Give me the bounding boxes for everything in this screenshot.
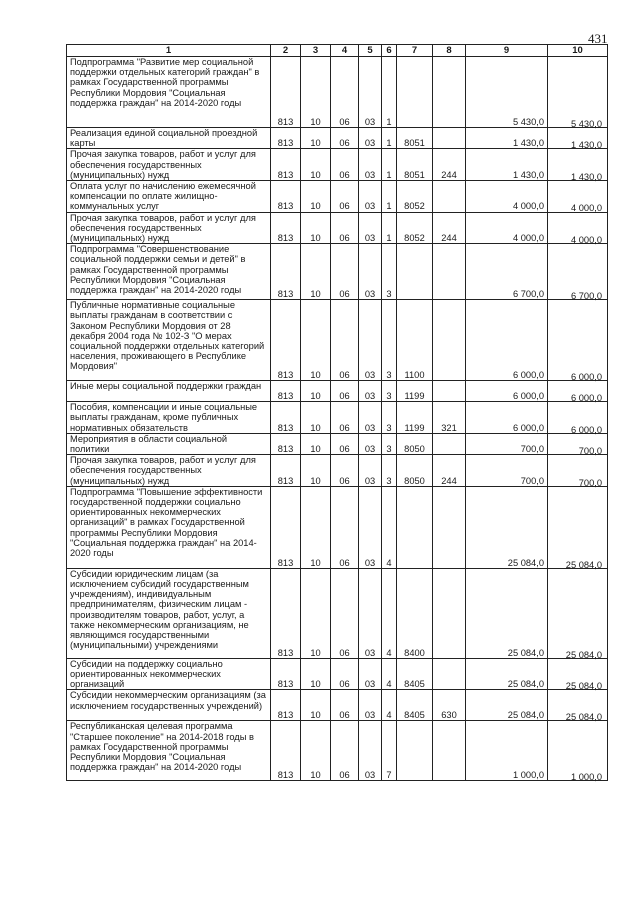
direction-code-cell — [397, 57, 433, 128]
row-name-cell: Мероприятия в области социальной политики — [67, 433, 271, 454]
subsection-code-cell: 06 — [331, 658, 359, 690]
table-row — [67, 181, 608, 213]
total-amount-cell: 5 430,0 — [548, 59, 608, 130]
amount-cell: 25 084,0 — [466, 486, 548, 568]
header-cell: 1 — [67, 45, 271, 57]
table-row — [67, 690, 608, 721]
program-code-cell: 03 — [359, 300, 382, 381]
expense-type-code-cell — [433, 244, 466, 300]
section-code-cell: 10 — [301, 244, 331, 300]
amount-cell: 1 430,0 — [466, 128, 548, 149]
amount-cell: 5 430,0 — [466, 57, 548, 128]
total-amount-cell: 6 000,0 — [548, 404, 608, 436]
subprogram-code-cell: 7 — [382, 721, 397, 781]
program-code-cell: 03 — [359, 658, 382, 690]
grbs-code-cell: 813 — [271, 149, 301, 181]
total-amount-cell: 6 000,0 — [548, 383, 608, 404]
total-amount-cell: 25 084,0 — [548, 660, 608, 692]
direction-code-cell: 1100 — [397, 300, 433, 381]
amount-cell: 25 084,0 — [466, 690, 548, 721]
table-row — [67, 128, 608, 149]
grbs-code-cell: 813 — [271, 568, 301, 658]
section-code-cell: 10 — [301, 486, 331, 568]
expense-type-code-cell — [433, 57, 466, 128]
subsection-code-cell: 06 — [331, 433, 359, 454]
subprogram-code-cell: 3 — [382, 244, 397, 300]
amount-cell: 4 000,0 — [466, 181, 548, 213]
subsection-code-cell: 06 — [331, 381, 359, 402]
direction-code-cell: 8052 — [397, 181, 433, 213]
section-code-cell: 10 — [301, 128, 331, 149]
table-row — [67, 486, 608, 568]
section-code-cell: 10 — [301, 455, 331, 487]
row-name-cell: Прочая закупка товаров, работ и услуг для обеспечения государственных (муниципальных) нужд — [67, 149, 271, 181]
row-name-cell: Реализация единой социальной проездной карты — [67, 128, 271, 149]
program-code-cell: 03 — [359, 721, 382, 781]
grbs-code-cell: 813 — [271, 721, 301, 781]
subprogram-code-cell: 1 — [382, 57, 397, 128]
amount-cell: 6 000,0 — [466, 402, 548, 434]
header-cell: 8 — [433, 45, 466, 57]
subprogram-code-cell: 4 — [382, 486, 397, 568]
subprogram-code-cell: 4 — [382, 690, 397, 721]
section-code-cell: 10 — [301, 568, 331, 658]
program-code-cell: 03 — [359, 402, 382, 434]
amount-cell: 1 430,0 — [466, 149, 548, 181]
grbs-code-cell: 813 — [271, 658, 301, 690]
row-name-cell: Республиканская целевая программа "Старшее поколение" на 2014-2018 годы в рамках Государственной программы Республики Мордовия "Социальная поддержка граждан" на 2014-2020 годы — [67, 721, 271, 781]
section-code-cell: 10 — [301, 658, 331, 690]
direction-code-cell: 8405 — [397, 658, 433, 690]
amount-cell: 25 084,0 — [466, 658, 548, 690]
row-name-cell: Субсидии на поддержку социально ориентированных некоммерческих организаций — [67, 658, 271, 690]
header-cell: 5 — [359, 45, 382, 57]
section-code-cell: 10 — [301, 433, 331, 454]
program-code-cell: 03 — [359, 486, 382, 568]
header-cell: 10 — [548, 45, 608, 57]
program-code-cell: 03 — [359, 149, 382, 181]
direction-code-cell — [397, 486, 433, 568]
section-code-cell: 10 — [301, 690, 331, 721]
subsection-code-cell: 06 — [331, 568, 359, 658]
grbs-code-cell: 813 — [271, 212, 301, 244]
row-name-cell: Подпрограмма "Повышение эффективности государственной поддержки социально ориентированных некоммерческих организаций" в рамках Государственной программы Республики Мордовия "Социальная поддержка граждан" на 2014-2020 годы — [67, 486, 271, 568]
grbs-code-cell: 813 — [271, 128, 301, 149]
program-code-cell: 03 — [359, 568, 382, 658]
row-name-cell: Субсидии юридическим лицам (за исключением субсидий государственным учреждениям), индивидуальным предпринимателям, физическим лицам - производителям товаров, работ, услуг, а также некоммерческим организациям, не являющимся государственными (муниципальными) учреждениями — [67, 568, 271, 658]
grbs-code-cell: 813 — [271, 381, 301, 402]
row-name-cell: Оплата услуг по начислению ежемесячной компенсации по оплате жилищно-коммунальных услуг — [67, 181, 271, 213]
row-name-cell: Субсидии некоммерческим организациям (за исключением государственных учреждений) — [67, 690, 271, 721]
expense-type-code-cell: 244 — [433, 455, 466, 487]
direction-code-cell: 1199 — [397, 381, 433, 402]
table-row — [67, 658, 608, 690]
header-cell: 7 — [397, 45, 433, 57]
total-amount-cell: 700,0 — [548, 435, 608, 456]
subprogram-code-cell: 3 — [382, 300, 397, 381]
subsection-code-cell: 06 — [331, 149, 359, 181]
amount-cell: 700,0 — [466, 433, 548, 454]
total-amount-cell: 1 430,0 — [548, 151, 608, 183]
subsection-code-cell: 06 — [331, 402, 359, 434]
direction-code-cell: 8405 — [397, 690, 433, 721]
table-row — [67, 149, 608, 181]
program-code-cell: 03 — [359, 212, 382, 244]
grbs-code-cell: 813 — [271, 244, 301, 300]
program-code-cell: 03 — [359, 181, 382, 213]
program-code-cell: 03 — [359, 244, 382, 300]
direction-code-cell: 8051 — [397, 149, 433, 181]
amount-cell: 700,0 — [466, 455, 548, 487]
table-row — [67, 402, 608, 434]
row-name-cell: Прочая закупка товаров, работ и услуг для обеспечения государственных (муниципальных) нужд — [67, 455, 271, 487]
budget-table — [66, 44, 608, 781]
expense-type-code-cell — [433, 300, 466, 381]
section-code-cell: 10 — [301, 300, 331, 381]
subprogram-code-cell: 1 — [382, 128, 397, 149]
subsection-code-cell: 06 — [331, 128, 359, 149]
table-row — [67, 300, 608, 381]
grbs-code-cell: 813 — [271, 433, 301, 454]
program-code-cell: 03 — [359, 690, 382, 721]
subsection-code-cell: 06 — [331, 181, 359, 213]
grbs-code-cell: 813 — [271, 402, 301, 434]
subsection-code-cell: 06 — [331, 455, 359, 487]
total-amount-cell: 1 430,0 — [548, 130, 608, 151]
header-cell: 6 — [382, 45, 397, 57]
section-code-cell: 10 — [301, 149, 331, 181]
subsection-code-cell: 06 — [331, 721, 359, 781]
row-name-cell: Подпрограмма "Совершенствование социальной поддержки семьи и детей" в рамках Государственной программы Республики Мордовия "Социальная поддержка граждан" на 2014-2020 годы — [67, 244, 271, 300]
subprogram-code-cell: 1 — [382, 212, 397, 244]
expense-type-code-cell — [433, 381, 466, 402]
amount-cell: 4 000,0 — [466, 212, 548, 244]
total-amount-cell: 6 700,0 — [548, 246, 608, 302]
grbs-code-cell: 813 — [271, 57, 301, 128]
row-name-cell: Пособия, компенсации и иные социальные выплаты гражданам, кроме публичных нормативных обязательств — [67, 402, 271, 434]
program-code-cell: 03 — [359, 57, 382, 128]
expense-type-code-cell: 244 — [433, 149, 466, 181]
subsection-code-cell: 06 — [331, 690, 359, 721]
total-amount-cell: 25 084,0 — [548, 570, 608, 660]
total-amount-cell: 6 000,0 — [548, 302, 608, 383]
program-code-cell: 03 — [359, 433, 382, 454]
program-code-cell: 03 — [359, 128, 382, 149]
subprogram-code-cell: 1 — [382, 149, 397, 181]
subprogram-code-cell: 4 — [382, 658, 397, 690]
subprogram-code-cell: 4 — [382, 568, 397, 658]
direction-code-cell: 1199 — [397, 402, 433, 434]
subprogram-code-cell: 3 — [382, 455, 397, 487]
subprogram-code-cell: 3 — [382, 381, 397, 402]
total-amount-cell: 4 000,0 — [548, 183, 608, 215]
subsection-code-cell: 06 — [331, 244, 359, 300]
row-name-cell: Публичные нормативные социальные выплаты гражданам в соответствии с Законом Республики Мордовия от 28 декабря 2004 года № 102-З "О мерах социальной поддержки отдельных категорий населения, проживающего в Республике Мордовия" — [67, 300, 271, 381]
subprogram-code-cell: 3 — [382, 433, 397, 454]
section-code-cell: 10 — [301, 721, 331, 781]
section-code-cell: 10 — [301, 212, 331, 244]
header-cell: 9 — [466, 45, 548, 57]
expense-type-code-cell — [433, 181, 466, 213]
grbs-code-cell: 813 — [271, 300, 301, 381]
section-code-cell: 10 — [301, 57, 331, 128]
table-row — [67, 455, 608, 487]
direction-code-cell: 8400 — [397, 568, 433, 658]
total-amount-cell: 4 000,0 — [548, 214, 608, 246]
subsection-code-cell: 06 — [331, 300, 359, 381]
expense-type-code-cell — [433, 486, 466, 568]
total-amount-cell: 25 084,0 — [548, 488, 608, 570]
grbs-code-cell: 813 — [271, 486, 301, 568]
row-name-cell: Прочая закупка товаров, работ и услуг для обеспечения государственных (муниципальных) нужд — [67, 212, 271, 244]
section-code-cell: 10 — [301, 181, 331, 213]
section-code-cell: 10 — [301, 402, 331, 434]
header-row — [67, 45, 608, 57]
subsection-code-cell: 06 — [331, 212, 359, 244]
direction-code-cell: 8050 — [397, 433, 433, 454]
amount-cell: 25 084,0 — [466, 568, 548, 658]
direction-code-cell: 8050 — [397, 455, 433, 487]
subprogram-code-cell: 1 — [382, 181, 397, 213]
direction-code-cell: 8052 — [397, 212, 433, 244]
table-row — [67, 568, 608, 658]
table-row — [67, 57, 608, 128]
header-cell: 2 — [271, 45, 301, 57]
header-cell: 3 — [301, 45, 331, 57]
amount-cell: 6 700,0 — [466, 244, 548, 300]
amount-cell: 1 000,0 — [466, 721, 548, 781]
header-cell: 4 — [331, 45, 359, 57]
expense-type-code-cell: 321 — [433, 402, 466, 434]
table-row — [67, 433, 608, 454]
table-body — [67, 57, 608, 781]
expense-type-code-cell: 244 — [433, 212, 466, 244]
subsection-code-cell: 06 — [331, 57, 359, 128]
expense-type-code-cell: 630 — [433, 690, 466, 721]
expense-type-code-cell — [433, 721, 466, 781]
row-name-cell: Подпрограмма "Развитие мер социальной поддержки отдельных категорий граждан" в рамках Государственной программы Республики Мордовия "Социальная поддержка граждан" на 2014-2020 годы — [67, 57, 271, 128]
total-amount-cell: 700,0 — [548, 457, 608, 489]
table-row — [67, 381, 608, 402]
amount-cell: 6 000,0 — [466, 300, 548, 381]
page-number: 431 — [588, 31, 608, 46]
total-amount-cell: 1 000,0 — [548, 723, 608, 783]
program-code-cell: 03 — [359, 455, 382, 487]
subprogram-code-cell: 3 — [382, 402, 397, 434]
expense-type-code-cell — [433, 433, 466, 454]
table-row — [67, 212, 608, 244]
grbs-code-cell: 813 — [271, 181, 301, 213]
amount-cell: 6 000,0 — [466, 381, 548, 402]
expense-type-code-cell — [433, 568, 466, 658]
table-row — [67, 244, 608, 300]
row-name-cell: Иные меры социальной поддержки граждан — [67, 381, 271, 402]
table-row — [67, 721, 608, 781]
subsection-code-cell: 06 — [331, 486, 359, 568]
grbs-code-cell: 813 — [271, 455, 301, 487]
direction-code-cell: 8051 — [397, 128, 433, 149]
section-code-cell: 10 — [301, 381, 331, 402]
expense-type-code-cell — [433, 658, 466, 690]
total-amount-cell: 25 084,0 — [548, 692, 608, 723]
expense-type-code-cell — [433, 128, 466, 149]
grbs-code-cell: 813 — [271, 690, 301, 721]
program-code-cell: 03 — [359, 381, 382, 402]
direction-code-cell — [397, 721, 433, 781]
direction-code-cell — [397, 244, 433, 300]
